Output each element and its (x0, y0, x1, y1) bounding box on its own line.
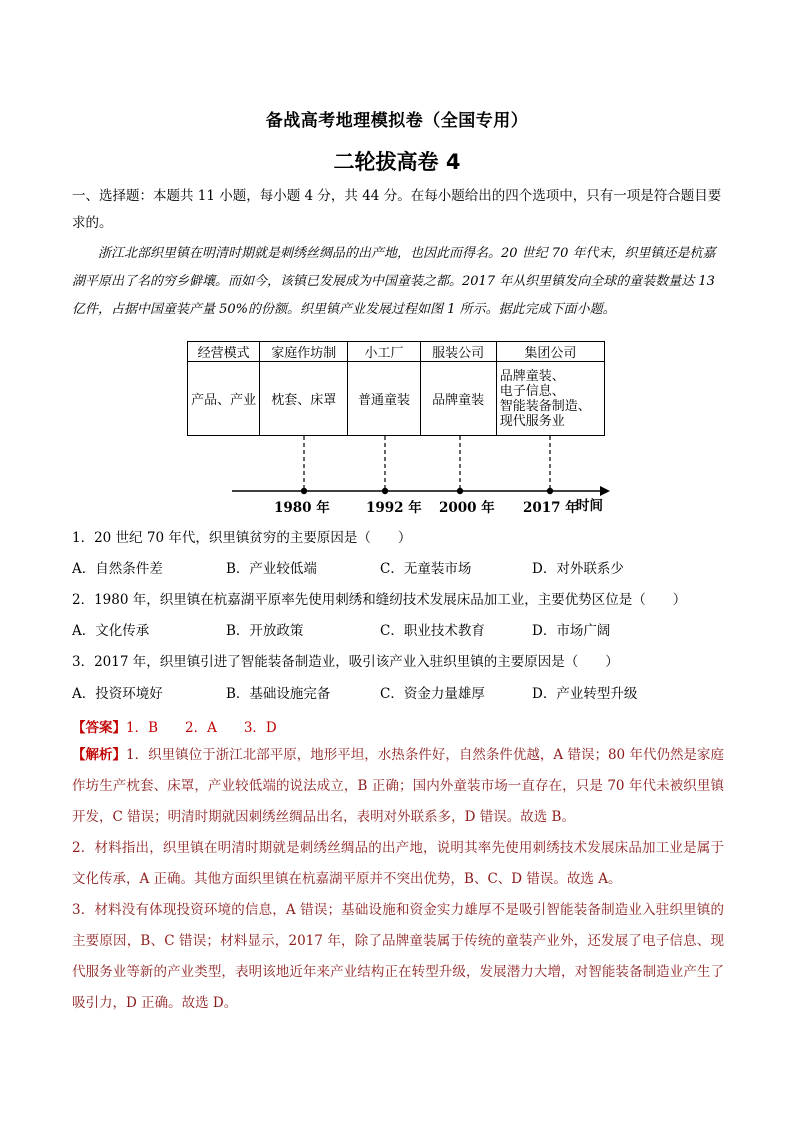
table-cell: 枕套、床罩 (260, 362, 348, 436)
timeline-axis-label: 时间 (576, 498, 603, 514)
option-b: B．开放政策 (226, 623, 304, 639)
option-a: A．文化传承 (72, 623, 150, 639)
timeline-year: 2017 年 (523, 500, 579, 516)
option-c: C．资金力量雄厚 (380, 686, 485, 702)
question-stem: 3．2017 年，织里镇引进了智能装备制造业，吸引该产业入驻织里镇的主要原因是（ ） (72, 654, 619, 670)
product-line: 电子信息、 (499, 383, 565, 399)
table-cell: 产品、产业 (188, 362, 260, 436)
table-cell: 集团公司 (496, 342, 604, 362)
option-c: C．职业技术教育 (380, 623, 485, 639)
table-cell: 服装公司 (420, 342, 496, 362)
option-c: C．无童装市场 (380, 561, 472, 577)
timeline-node (457, 488, 463, 494)
analysis-paragraph: 3．材料没有体现投资环境的信息，A 错误；基础设施和资金实力雄厚不是吸引智能装备制造业入驻织里镇的主要原因，B、C 错误；材料显示，2017 年，除了品牌童装属于传统的童装产业外，还发展了电子信息、现代服务业等新的产业类型，表明该地近年来产业结构正在转型升级，发展潜力大增，对智能装备制造业产生了吸引力，D 正确。故选 D。 (72, 902, 724, 1011)
section-heading: 一、选择题：本题共 11 小题，每小题 4 分，共 44 分。在每小题给出的四个选项中，只有一项是符合题目要求的。 (72, 188, 722, 231)
timeline-node (382, 488, 388, 494)
option-b: B．基础设施完备 (226, 686, 331, 702)
product-line: 品牌童装、 (499, 368, 565, 384)
option-d: D．市场广阔 (532, 623, 611, 639)
option-a: A．投资环境好 (72, 686, 163, 702)
product-line: 智能装备制造、 (499, 398, 591, 414)
answer-label: 【答案】 (72, 720, 126, 736)
timeline-year: 2000 年 (439, 500, 495, 516)
analysis-text: 1．织里镇位于浙江北部平原，地形平坦，水热条件好，自然条件优越，A 错误；80 年代仍然是家庭作坊生产枕套、床罩，产业较低端的说法成立，B 正确；国内外童装市场一直存在，只是 70 年代未被织里镇开发，C 错误；明清时期就因刺绣丝绸品出名，表明对外联系多，D 错误。故选 B。 (72, 747, 725, 825)
analysis-paragraph (72, 740, 724, 833)
reading-passage: 浙江北部织里镇在明清时期就是刺绣丝绸品的出产地，也因此而得名。20 世纪 70 年代末，织里镇还是杭嘉湖平原出了名的穷乡僻壤。而如今，该镇已发展成为中国童装之都。2017 年从织里镇发向全球的童装数量达 13 亿件，占据中国童装产量 50%的份额。织里镇产业发展过程如图 1 所示。据此完成下面小题。 (72, 246, 716, 317)
option-d: D．对外联系少 (532, 561, 624, 577)
question-stem: 1．20 世纪 70 年代，织里镇贫穷的主要原因是（ ） (72, 530, 412, 546)
timeline-year: 1992 年 (366, 500, 422, 516)
document-subtitle: 二轮拔高卷 4 (333, 150, 461, 174)
table-cell: 经营模式 (188, 342, 260, 362)
table-row (188, 342, 605, 362)
option-a: A．自然条件差 (72, 561, 163, 577)
answer-line (72, 716, 277, 736)
table-cell: 小工厂 (348, 342, 420, 362)
option-b: B．产业较低端 (226, 561, 317, 577)
option-d: D．产业转型升级 (532, 686, 638, 702)
table-cell (496, 362, 604, 436)
analysis-label: 【解析】 (72, 747, 127, 763)
table-cell: 家庭作坊制 (260, 342, 348, 362)
timeline-node (301, 488, 307, 494)
industry-development-table (187, 341, 605, 436)
product-line: 现代服务业 (499, 413, 565, 429)
document-title: 备战高考地理模拟卷（全国专用） (265, 111, 529, 131)
table-row (188, 362, 605, 436)
table-cell: 普通童装 (348, 362, 420, 436)
table-cell: 品牌童装 (420, 362, 496, 436)
question-stem: 2．1980 年，织里镇在杭嘉湖平原率先使用刺绣和缝纫技术发展床品加工业，主要优势区位是（ ） (72, 592, 687, 608)
answer-text: 1．B 2．A 3．D (126, 720, 277, 736)
timeline-node (547, 488, 553, 494)
timeline-year: 1980 年 (274, 500, 330, 516)
analysis-paragraph: 2．材料指出，织里镇在明清时期就是刺绣丝绸品的出产地，说明其率先使用刺绣技术发展床品加工业是属于文化传承，A 正确。其他方面织里镇在杭嘉湖平原并不突出优势，B、C、D 错误。故选 A。 (72, 840, 724, 887)
